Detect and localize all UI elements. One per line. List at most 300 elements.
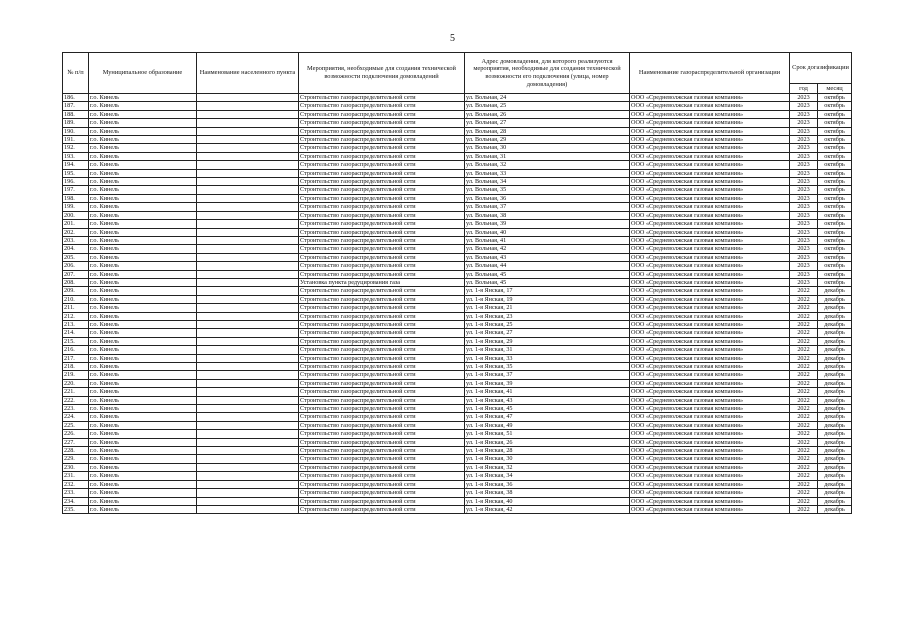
table-row (63, 463, 852, 471)
organization-cell: ООО «Средневолжская газовая компания» (630, 270, 790, 278)
header-year: год (790, 84, 818, 94)
row-number: 194. (63, 161, 89, 169)
table-row (63, 287, 852, 295)
row-number: 186. (63, 94, 89, 102)
measure-cell: Строительство газораспределительной сети (299, 295, 465, 303)
year-cell: 2022 (790, 287, 818, 295)
settlement-cell (197, 438, 299, 446)
municipality-cell: г.о. Кинель (89, 438, 197, 446)
settlement-cell (197, 329, 299, 337)
organization-cell: ООО «Средневолжская газовая компания» (630, 363, 790, 371)
measure-cell: Строительство газораспределительной сети (299, 236, 465, 244)
municipality-cell: г.о. Кинель (89, 245, 197, 253)
organization-cell: ООО «Средневолжская газовая компания» (630, 186, 790, 194)
table-row (63, 379, 852, 387)
row-number: 193. (63, 152, 89, 160)
month-cell: октябрь (818, 236, 852, 244)
organization-cell: ООО «Средневолжская газовая компания» (630, 438, 790, 446)
table-row (63, 354, 852, 362)
month-cell: декабрь (818, 405, 852, 413)
measure-cell: Строительство газораспределительной сети (299, 497, 465, 505)
month-cell: декабрь (818, 337, 852, 345)
municipality-cell: г.о. Кинель (89, 262, 197, 270)
organization-cell: ООО «Средневолжская газовая компания» (630, 480, 790, 488)
month-cell: декабрь (818, 421, 852, 429)
municipality-cell: г.о. Кинель (89, 363, 197, 371)
organization-cell: ООО «Средневолжская газовая компания» (630, 472, 790, 480)
address-cell: ул. Вольная, 25 (465, 102, 630, 110)
organization-cell: ООО «Средневолжская газовая компания» (630, 169, 790, 177)
address-cell: ул. 1-я Янская, 34 (465, 472, 630, 480)
organization-cell: ООО «Средневолжская газовая компания» (630, 447, 790, 455)
table-row (63, 497, 852, 505)
settlement-cell (197, 278, 299, 286)
table-row (63, 312, 852, 320)
measure-cell: Строительство газораспределительной сети (299, 379, 465, 387)
settlement-cell (197, 220, 299, 228)
address-cell: ул. Вольная, 41 (465, 236, 630, 244)
settlement-cell (197, 371, 299, 379)
organization-cell: ООО «Средневолжская газовая компания» (630, 295, 790, 303)
address-cell: ул. Вольная, 39 (465, 220, 630, 228)
table-row (63, 455, 852, 463)
address-cell: ул. 1-я Янская, 29 (465, 337, 630, 345)
settlement-cell (197, 136, 299, 144)
month-cell: октябрь (818, 253, 852, 261)
municipality-cell: г.о. Кинель (89, 421, 197, 429)
measure-cell: Строительство газораспределительной сети (299, 430, 465, 438)
settlement-cell (197, 320, 299, 328)
table-row (63, 405, 852, 413)
settlement-cell (197, 405, 299, 413)
year-cell: 2022 (790, 455, 818, 463)
settlement-cell (197, 489, 299, 497)
address-cell: ул. Вольная, 24 (465, 94, 630, 102)
address-cell: ул. Вольная, 27 (465, 119, 630, 127)
settlement-cell (197, 110, 299, 118)
header-measures: Мероприятия, необходимые для создания технической возможности подключения домовладений (299, 53, 465, 94)
settlement-cell (197, 388, 299, 396)
municipality-cell: г.о. Кинель (89, 228, 197, 236)
settlement-cell (197, 211, 299, 219)
table-row (63, 102, 852, 110)
row-number: 220. (63, 379, 89, 387)
table-row (63, 295, 852, 303)
year-cell: 2022 (790, 312, 818, 320)
organization-cell: ООО «Средневолжская газовая компания» (630, 396, 790, 404)
settlement-cell (197, 463, 299, 471)
table-row (63, 430, 852, 438)
month-cell: декабрь (818, 447, 852, 455)
row-number: 232. (63, 480, 89, 488)
settlement-cell (197, 94, 299, 102)
table-row (63, 329, 852, 337)
year-cell: 2022 (790, 405, 818, 413)
month-cell: октябрь (818, 178, 852, 186)
month-cell: октябрь (818, 203, 852, 211)
municipality-cell: г.о. Кинель (89, 119, 197, 127)
measure-cell: Строительство газораспределительной сети (299, 136, 465, 144)
row-number: 203. (63, 236, 89, 244)
address-cell: ул. 1-я Янская, 41 (465, 388, 630, 396)
settlement-cell (197, 228, 299, 236)
address-cell: ул. Вольная, 37 (465, 203, 630, 211)
row-number: 230. (63, 463, 89, 471)
year-cell: 2022 (790, 354, 818, 362)
municipality-cell: г.о. Кинель (89, 497, 197, 505)
address-cell: ул. Вольная, 32 (465, 161, 630, 169)
table-row (63, 253, 852, 261)
measure-cell: Строительство газораспределительной сети (299, 110, 465, 118)
address-cell: ул. Вольная, 38 (465, 211, 630, 219)
table-row (63, 270, 852, 278)
organization-cell: ООО «Средневолжская газовая компания» (630, 346, 790, 354)
month-cell: октябрь (818, 161, 852, 169)
measure-cell: Строительство газораспределительной сети (299, 304, 465, 312)
organization-cell: ООО «Средневолжская газовая компания» (630, 253, 790, 261)
year-cell: 2022 (790, 371, 818, 379)
header-deadline: Срок догазификации (790, 53, 852, 84)
row-number: 213. (63, 320, 89, 328)
month-cell: декабрь (818, 295, 852, 303)
row-number: 197. (63, 186, 89, 194)
address-cell: ул. Вольная, 35 (465, 186, 630, 194)
row-number: 196. (63, 178, 89, 186)
settlement-cell (197, 253, 299, 261)
month-cell: декабрь (818, 354, 852, 362)
organization-cell: ООО «Средневолжская газовая компания» (630, 405, 790, 413)
municipality-cell: г.о. Кинель (89, 405, 197, 413)
table-row (63, 337, 852, 345)
row-number: 233. (63, 489, 89, 497)
municipality-cell: г.о. Кинель (89, 472, 197, 480)
organization-cell: ООО «Средневолжская газовая компания» (630, 245, 790, 253)
row-number: 229. (63, 455, 89, 463)
settlement-cell (197, 236, 299, 244)
month-cell: октябрь (818, 102, 852, 110)
year-cell: 2023 (790, 161, 818, 169)
measure-cell: Строительство газораспределительной сети (299, 220, 465, 228)
settlement-cell (197, 447, 299, 455)
row-number: 192. (63, 144, 89, 152)
year-cell: 2023 (790, 194, 818, 202)
row-number: 188. (63, 110, 89, 118)
address-cell: ул. Вольная, 42 (465, 245, 630, 253)
year-cell: 2023 (790, 228, 818, 236)
municipality-cell: г.о. Кинель (89, 455, 197, 463)
settlement-cell (197, 421, 299, 429)
row-number: 191. (63, 136, 89, 144)
settlement-cell (197, 169, 299, 177)
settlement-cell (197, 262, 299, 270)
organization-cell: ООО «Средневолжская газовая компания» (630, 304, 790, 312)
address-cell: ул. 1-я Янская, 36 (465, 480, 630, 488)
measure-cell: Строительство газораспределительной сети (299, 396, 465, 404)
month-cell: декабрь (818, 396, 852, 404)
row-number: 217. (63, 354, 89, 362)
row-number: 228. (63, 447, 89, 455)
row-number: 206. (63, 262, 89, 270)
measure-cell: Строительство газораспределительной сети (299, 329, 465, 337)
table-row (63, 438, 852, 446)
organization-cell: ООО «Средневолжская газовая компания» (630, 94, 790, 102)
measure-cell: Строительство газораспределительной сети (299, 169, 465, 177)
address-cell: ул. 1-я Янская, 37 (465, 371, 630, 379)
settlement-cell (197, 363, 299, 371)
measure-cell: Строительство газораспределительной сети (299, 447, 465, 455)
organization-cell: ООО «Средневолжская газовая компания» (630, 161, 790, 169)
measure-cell: Строительство газораспределительной сети (299, 102, 465, 110)
measure-cell: Строительство газораспределительной сети (299, 405, 465, 413)
municipality-cell: г.о. Кинель (89, 169, 197, 177)
municipality-cell: г.о. Кинель (89, 379, 197, 387)
measure-cell: Установка пункта редуцирования газа (299, 278, 465, 286)
year-cell: 2022 (790, 421, 818, 429)
month-cell: декабрь (818, 363, 852, 371)
year-cell: 2022 (790, 489, 818, 497)
settlement-cell (197, 379, 299, 387)
row-number: 225. (63, 421, 89, 429)
row-number: 208. (63, 278, 89, 286)
address-cell: ул. 1-я Янская, 21 (465, 304, 630, 312)
table-row (63, 94, 852, 102)
measure-cell: Строительство газораспределительной сети (299, 186, 465, 194)
address-cell: ул. Вольная, 40 (465, 228, 630, 236)
address-cell: ул. 1-я Янская, 27 (465, 329, 630, 337)
month-cell: декабрь (818, 430, 852, 438)
settlement-cell (197, 337, 299, 345)
municipality-cell: г.о. Кинель (89, 178, 197, 186)
municipality-cell: г.о. Кинель (89, 413, 197, 421)
settlement-cell (197, 295, 299, 303)
settlement-cell (197, 127, 299, 135)
address-cell: ул. 1-я Янская, 32 (465, 463, 630, 471)
month-cell: декабрь (818, 312, 852, 320)
measure-cell: Строительство газораспределительной сети (299, 388, 465, 396)
gasification-table (62, 52, 852, 514)
row-number: 235. (63, 505, 89, 513)
settlement-cell (197, 161, 299, 169)
table-row (63, 236, 852, 244)
settlement-cell (197, 119, 299, 127)
address-cell: ул. Вольная, 30 (465, 144, 630, 152)
municipality-cell: г.о. Кинель (89, 102, 197, 110)
measure-cell: Строительство газораспределительной сети (299, 287, 465, 295)
month-cell: декабрь (818, 463, 852, 471)
month-cell: декабрь (818, 505, 852, 513)
table-row (63, 194, 852, 202)
row-number: 207. (63, 270, 89, 278)
measure-cell: Строительство газораспределительной сети (299, 194, 465, 202)
row-number: 234. (63, 497, 89, 505)
municipality-cell: г.о. Кинель (89, 136, 197, 144)
settlement-cell (197, 472, 299, 480)
year-cell: 2023 (790, 102, 818, 110)
settlement-cell (197, 203, 299, 211)
address-cell: ул. Вольная, 34 (465, 178, 630, 186)
year-cell: 2023 (790, 220, 818, 228)
measure-cell: Строительство газораспределительной сети (299, 94, 465, 102)
header-settlement: Наименование населенного пункта (197, 53, 299, 94)
header-address: Адрес домовладения, для которого реализуются мероприятия, необходимые для создания технической возможности его подключения (улица, номер домовладения) (465, 53, 630, 94)
organization-cell: ООО «Средневолжская газовая компания» (630, 329, 790, 337)
municipality-cell: г.о. Кинель (89, 505, 197, 513)
table-row (63, 447, 852, 455)
municipality-cell: г.о. Кинель (89, 295, 197, 303)
month-cell: октябрь (818, 278, 852, 286)
measure-cell: Строительство газораспределительной сети (299, 127, 465, 135)
table-row (63, 489, 852, 497)
address-cell: ул. Вольная, 43 (465, 253, 630, 261)
organization-cell: ООО «Средневолжская газовая компания» (630, 379, 790, 387)
month-cell: декабрь (818, 388, 852, 396)
address-cell: ул. 1-я Янская, 40 (465, 497, 630, 505)
municipality-cell: г.о. Кинель (89, 329, 197, 337)
table-row (63, 169, 852, 177)
address-cell: ул. 1-я Янская, 25 (465, 320, 630, 328)
organization-cell: ООО «Средневолжская газовая компания» (630, 136, 790, 144)
address-cell: ул. Вольная, 45 (465, 278, 630, 286)
address-cell: ул. Вольная, 29 (465, 136, 630, 144)
header-organization: Наименование газораспределительной организации (630, 53, 790, 94)
row-number: 216. (63, 346, 89, 354)
organization-cell: ООО «Средневолжская газовая компания» (630, 152, 790, 160)
organization-cell: ООО «Средневолжская газовая компания» (630, 220, 790, 228)
address-cell: ул. 1-я Янская, 43 (465, 396, 630, 404)
organization-cell: ООО «Средневолжская газовая компания» (630, 211, 790, 219)
measure-cell: Строительство газораспределительной сети (299, 178, 465, 186)
measure-cell: Строительство газораспределительной сети (299, 211, 465, 219)
settlement-cell (197, 152, 299, 160)
year-cell: 2022 (790, 438, 818, 446)
month-cell: октябрь (818, 127, 852, 135)
table-row (63, 144, 852, 152)
year-cell: 2022 (790, 329, 818, 337)
municipality-cell: г.о. Кинель (89, 489, 197, 497)
measure-cell: Строительство газораспределительной сети (299, 489, 465, 497)
municipality-cell: г.о. Кинель (89, 270, 197, 278)
month-cell: октябрь (818, 211, 852, 219)
table-row (63, 262, 852, 270)
row-number: 189. (63, 119, 89, 127)
year-cell: 2022 (790, 505, 818, 513)
measure-cell: Строительство газораспределительной сети (299, 480, 465, 488)
table-body (63, 94, 852, 514)
address-cell: ул. 1-я Янская, 33 (465, 354, 630, 362)
month-cell: октябрь (818, 144, 852, 152)
municipality-cell: г.о. Кинель (89, 278, 197, 286)
month-cell: октябрь (818, 270, 852, 278)
table-row (63, 161, 852, 169)
address-cell: ул. 1-я Янская, 42 (465, 505, 630, 513)
table-row (63, 388, 852, 396)
row-number: 190. (63, 127, 89, 135)
table-row (63, 304, 852, 312)
row-number: 222. (63, 396, 89, 404)
header-month: месяц (818, 84, 852, 94)
settlement-cell (197, 497, 299, 505)
header-num: № п/п (63, 53, 89, 94)
municipality-cell: г.о. Кинель (89, 94, 197, 102)
organization-cell: ООО «Средневолжская газовая компания» (630, 119, 790, 127)
row-number: 212. (63, 312, 89, 320)
organization-cell: ООО «Средневолжская газовая компания» (630, 354, 790, 362)
header-municipality: Муниципальное образование (89, 53, 197, 94)
table-row (63, 203, 852, 211)
address-cell: ул. 1-я Янская, 47 (465, 413, 630, 421)
month-cell: октябрь (818, 262, 852, 270)
settlement-cell (197, 245, 299, 253)
address-cell: ул. 1-я Янская, 17 (465, 287, 630, 295)
year-cell: 2023 (790, 144, 818, 152)
address-cell: ул. 1-я Янская, 38 (465, 489, 630, 497)
measure-cell: Строительство газораспределительной сети (299, 337, 465, 345)
year-cell: 2022 (790, 304, 818, 312)
year-cell: 2023 (790, 127, 818, 135)
organization-cell: ООО «Средневолжская газовая компания» (630, 337, 790, 345)
measure-cell: Строительство газораспределительной сети (299, 152, 465, 160)
month-cell: октябрь (818, 136, 852, 144)
organization-cell: ООО «Средневолжская газовая компания» (630, 421, 790, 429)
municipality-cell: г.о. Кинель (89, 354, 197, 362)
month-cell: декабрь (818, 287, 852, 295)
settlement-cell (197, 354, 299, 362)
year-cell: 2023 (790, 169, 818, 177)
address-cell: ул. Вольная, 44 (465, 262, 630, 270)
month-cell: октябрь (818, 220, 852, 228)
table-row (63, 472, 852, 480)
measure-cell: Строительство газораспределительной сети (299, 320, 465, 328)
month-cell: декабрь (818, 379, 852, 387)
municipality-cell: г.о. Кинель (89, 396, 197, 404)
month-cell: декабрь (818, 472, 852, 480)
row-number: 218. (63, 363, 89, 371)
settlement-cell (197, 178, 299, 186)
year-cell: 2022 (790, 363, 818, 371)
year-cell: 2023 (790, 203, 818, 211)
month-cell: октябрь (818, 169, 852, 177)
settlement-cell (197, 346, 299, 354)
year-cell: 2023 (790, 253, 818, 261)
month-cell: октябрь (818, 245, 852, 253)
row-number: 202. (63, 228, 89, 236)
year-cell: 2023 (790, 211, 818, 219)
address-cell: ул. Вольная, 45 (465, 270, 630, 278)
measure-cell: Строительство газораспределительной сети (299, 463, 465, 471)
settlement-cell (197, 396, 299, 404)
municipality-cell: г.о. Кинель (89, 371, 197, 379)
settlement-cell (197, 102, 299, 110)
address-cell: ул. 1-я Янская, 45 (465, 405, 630, 413)
row-number: 195. (63, 169, 89, 177)
row-number: 210. (63, 295, 89, 303)
table-row (63, 119, 852, 127)
settlement-cell (197, 270, 299, 278)
table-row (63, 371, 852, 379)
organization-cell: ООО «Средневолжская газовая компания» (630, 463, 790, 471)
measure-cell: Строительство газораспределительной сети (299, 455, 465, 463)
month-cell: октябрь (818, 110, 852, 118)
year-cell: 2023 (790, 152, 818, 160)
table-row (63, 396, 852, 404)
row-number: 224. (63, 413, 89, 421)
measure-cell: Строительство газораспределительной сети (299, 245, 465, 253)
address-cell: ул. 1-я Янская, 26 (465, 438, 630, 446)
municipality-cell: г.о. Кинель (89, 186, 197, 194)
row-number: 209. (63, 287, 89, 295)
measure-cell: Строительство газораспределительной сети (299, 253, 465, 261)
organization-cell: ООО «Средневолжская газовая компания» (630, 312, 790, 320)
